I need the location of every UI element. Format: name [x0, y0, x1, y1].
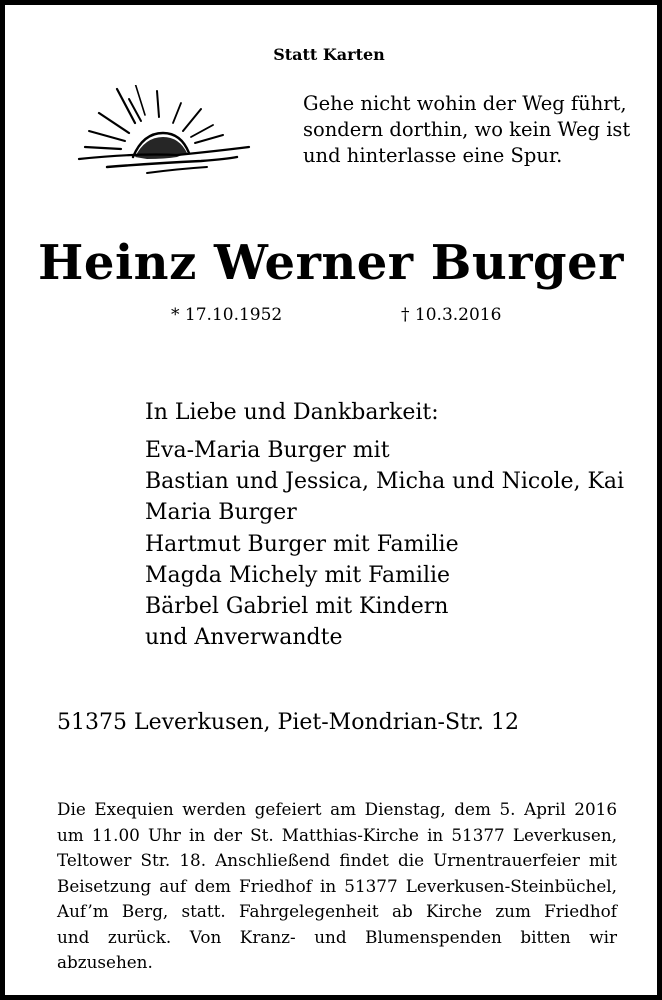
mourner-line: Bastian und Jessica, Micha und Nicole, Kai	[145, 469, 625, 495]
header-title	[5, 45, 657, 64]
rising-sun-icon	[77, 85, 253, 175]
mourner-line: Eva-Maria Burger mit	[145, 438, 390, 463]
notice-line: Teltower Str. 18. Anschließend findet die Urnentrauerfeier mit	[57, 850, 617, 870]
mourner-line: Maria Burger	[145, 500, 297, 526]
mourners-list	[145, 435, 624, 653]
notice-line: um 11.00 Uhr in der St. Matthias-Kirche in 51377 Leverkusen,	[57, 824, 617, 845]
quote-line: Gehe nicht wohin der Weg führt,	[303, 92, 627, 115]
statt-karten-label: Statt Karten	[273, 45, 385, 64]
notice-line: Beisetzung auf dem Friedhof in 51377 Leverkusen-Steinbüchel,	[57, 875, 617, 896]
mourner-line: Bärbel Gabriel mit Kindern	[145, 594, 449, 620]
notice-line: abzusehen.	[57, 952, 153, 972]
birth-date: * 17.10.1952	[171, 305, 283, 325]
notice-line: und zurück. Von Kranz- und Blumenspenden bitten wir	[57, 926, 617, 947]
mourner-line: und Anverwandte	[145, 625, 343, 651]
mourner-line: Hartmut Burger mit Familie	[145, 531, 459, 557]
mourners-intro: In Liebe und Dankbarkeit:	[145, 400, 439, 425]
notice-line: Auf’m Berg, statt. Fahrgelegenheit ab Kirche zum Friedhof	[57, 901, 617, 921]
quote-line: und hinterlasse eine Spur.	[303, 144, 563, 167]
family-address: 51375 Leverkusen, Piet-Mondrian-Str. 12	[57, 710, 519, 735]
deceased-name: Heinz Werner Burger	[38, 235, 624, 291]
death-date: † 10.3.2016	[401, 305, 502, 325]
funeral-notice	[57, 797, 617, 976]
quote-line: sondern dorthin, wo kein Weg ist	[303, 118, 631, 141]
quote-block	[303, 91, 630, 169]
mourner-line: Magda Michely mit Familie	[145, 562, 451, 588]
notice-line: Die Exequien werden gefeiert am Dienstag, dem 5. April 2016	[57, 799, 617, 819]
